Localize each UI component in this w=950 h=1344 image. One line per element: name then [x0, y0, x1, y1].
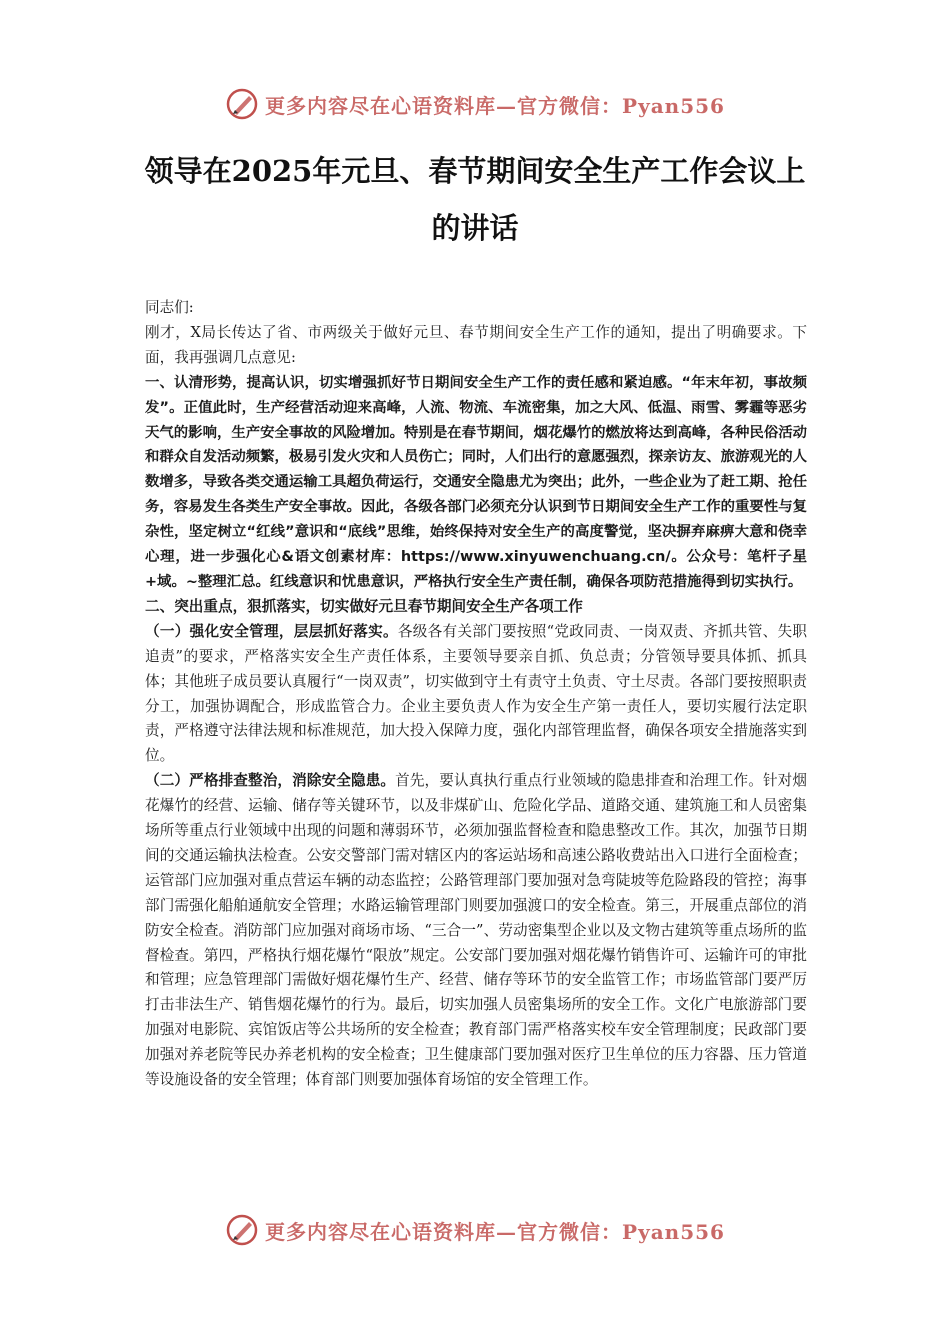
subsection-2-paragraph — [145, 769, 807, 1093]
document-body — [145, 296, 807, 1093]
header-watermark-banner — [0, 84, 950, 124]
watermark-text: 更多内容尽在心语资料库—官方微信：Pyan556 — [265, 93, 725, 118]
watermark-text: 更多内容尽在心语资料库—官方微信：Pyan556 — [265, 1219, 725, 1244]
footer-watermark-banner — [0, 1210, 950, 1250]
pen-logo-icon — [225, 87, 259, 121]
subsection-2-title: （二）严格排查整治，消除安全隐患。 — [145, 772, 396, 790]
pen-logo-icon — [225, 1213, 259, 1247]
section-1-paragraph: 一、认清形势，提高认识，切实增强抓好节日期间安全生产工作的责任感和紧迫感。“年末年初，事故频发”。正值此时，生产经营活动迎来高峰，人流、物流、车流密集，加之大风、低温、雨雪、雾霾等恶劣天气的影响，生产安全事故的风险增加。特别是在春节期间，烟花爆竹的燃放将达到高峰，各种民俗活动和群众自发活动频繁，极易引发火灾和人员伤亡；同时，人们出行的意愿强烈，探亲访友、旅游观光的人数增多，导致各类交通运输工具超负荷运行，交通安全隐患尤为突出；此外，一些企业为了赶工期、抢任务，容易发生各类生产安全事故。因此，各级各部门必须充分认识到节日期间安全生产工作的重要性与复杂性，坚定树立“红线”意识和“底线”思维，始终保持对安全生产的高度警觉，坚决摒弃麻痹大意和侥幸心理，进一步强化心&语文创素材库：https://www.xinyuwenchuang.cn/。公众号：笔杆子星+域。~整理汇总。红线意识和忧患意识，严格执行安全生产责任制，确保各项防范措施得到切实执行。 — [145, 374, 807, 590]
section-2-heading: 二、突出重点，狠抓落实，切实做好元旦春节期间安全生产各项工作 — [145, 597, 583, 615]
greeting: 同志们: — [145, 299, 194, 316]
intro-paragraph: 刚才，X局长传达了省、市两级关于做好元旦、春节期间安全生产工作的通知，提出了明确要求。下面，我再强调几点意见: — [145, 323, 807, 366]
subsection-1-title: （一）强化安全管理，层层抓好落实。 — [145, 622, 398, 640]
subsection-2-text: 首先，要认真执行重点行业领域的隐患排查和治理工作。针对烟花爆竹的经营、运输、储存等关键环节，以及非煤矿山、危险化学品、道路交通、建筑施工和人员密集场所等重点行业领域中出现的问题和薄弱环节，必须加强监督检查和隐患整改工作。其次，加强节日期间的交通运输执法检查。公安交警部门需对辖区内的客运站场和高速公路收费站出入口进行全面检查；运管部门应加强对重点营运车辆的动态监控；公路管理部门要加强对急弯陡坡等危险路段的管控；海事部门需强化船舶通航安全管理；水路运输管理部门则要加强渡口的安全检查。第三，开展重点部位的消防安全检查。消防部门应加强对商场市场、“三合一”、劳动密集型企业以及文物古建筑等重点场所的监督检查。第四，严格执行烟花爆竹“限放”规定。公安部门要加强对烟花爆竹销售许可、运输许可的审批和管理；应急管理部门需做好烟花爆竹生产、经营、储存等环节的安全监管工作；市场监管部门要严厉打击非法生产、销售烟花爆竹的行为。最后，切实加强人员密集场所的安全工作。文化广电旅游部门要加强对电影院、宾馆饭店等公共场所的安全检查；教育部门需严格落实校车安全管理制度；民政部门要加强对养老院等民办养老机构的安全检查；卫生健康部门要加强对医疗卫生单位的压力容器、压力管道等设施设备的安全管理；体育部门则要加强体育场馆的安全管理工作。 — [145, 772, 807, 1089]
document-title: 领导在2025年元旦、春节期间安全生产工作会议上的讲话 — [144, 154, 806, 245]
subsection-1-text: 各级各有关部门要按照“党政同责、一岗双责、齐抓共管、失职追责”的要求，严格落实安全生产责任体系，主要领导要亲自抓、负总责；分管领导要具体抓、抓具体；其他班子成员要认真履行“一岗双责”，切实做到守土有责守土负责、守土尽责。各部门要按照职责分工，加强协调配合，形成监管合力。企业主要负责人作为安全生产第一责任人，要切实履行法定职责，严格遵守法律法规和标准规范，加大投入保障力度，强化内部管理监督，确保各项安全措施落实到位。 — [145, 622, 807, 765]
subsection-1-paragraph — [145, 620, 807, 769]
